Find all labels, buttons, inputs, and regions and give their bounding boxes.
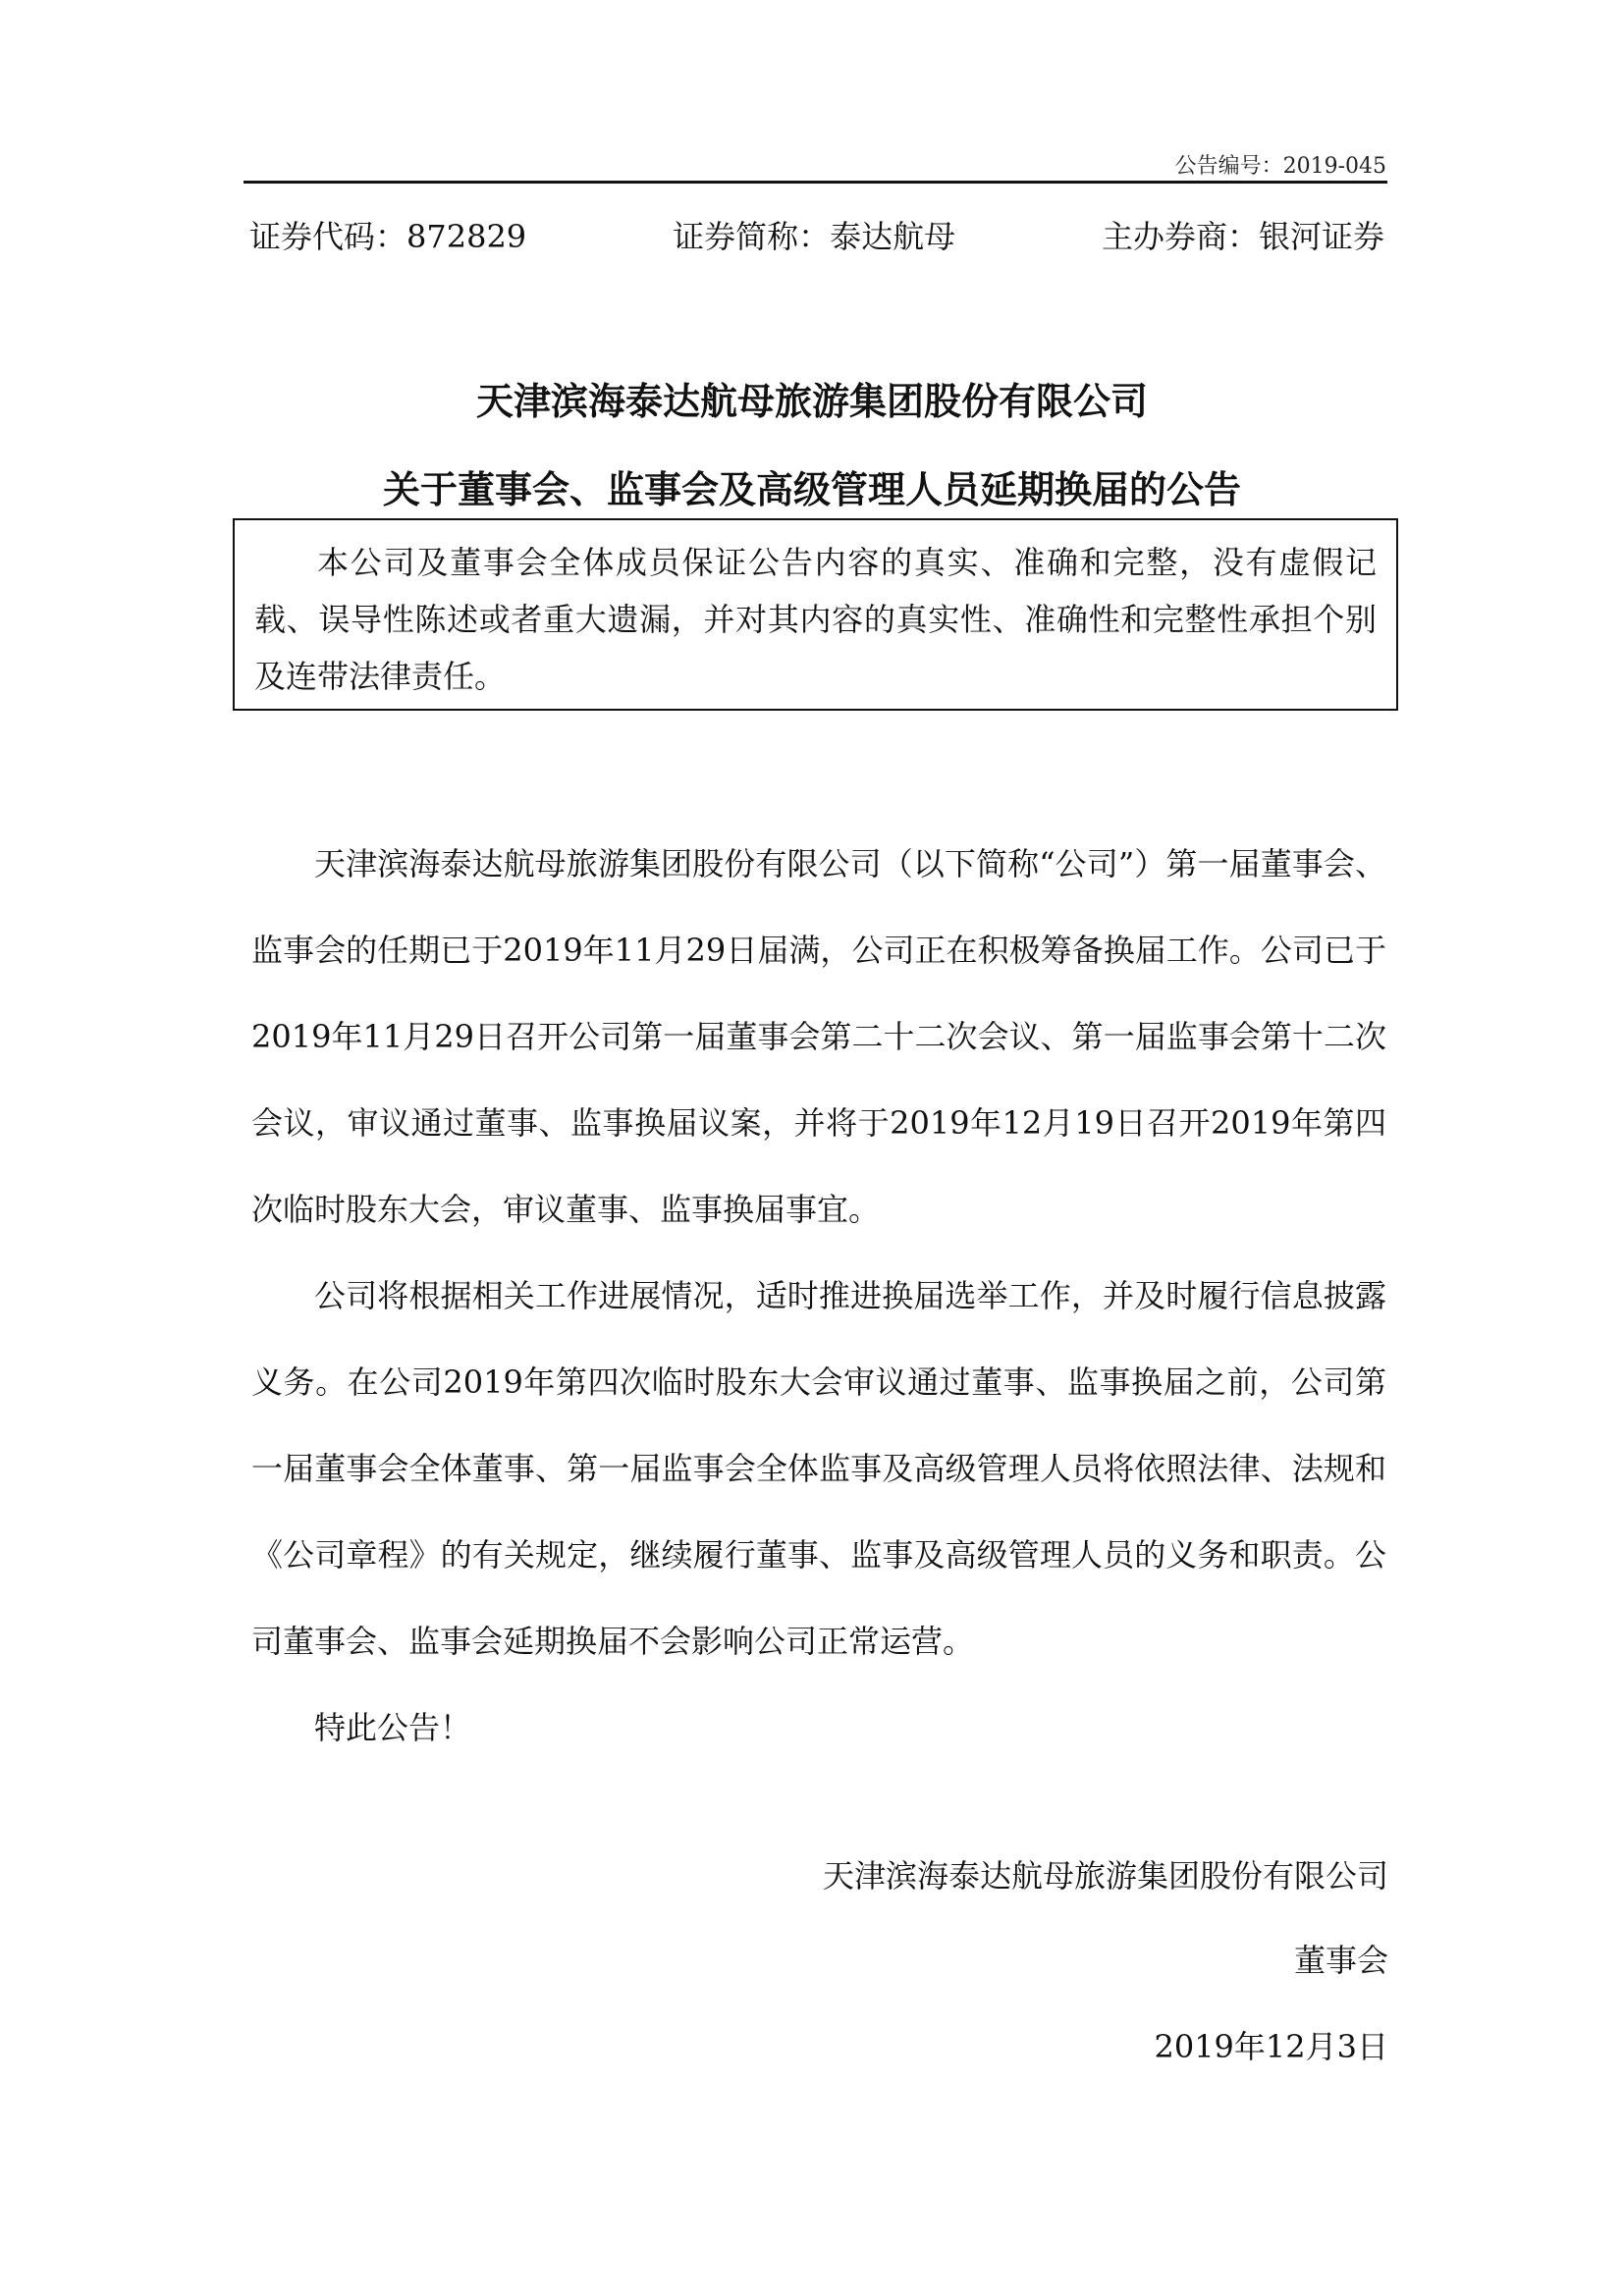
signature-board: 董事会 (1293, 1942, 1388, 1979)
responsibility-statement-box (233, 518, 1398, 711)
sponsor-broker: 主办券商：银河证券 (1101, 218, 1384, 255)
security-info-line (249, 212, 1384, 257)
responsibility-statement: 本公司及董事会全体成员保证公告内容的真实、准确和完整，没有虚假记载、误导性陈述或者重大遗漏，并对其内容的真实性、准确性和完整性承担个别及连带法律责任。 (254, 544, 1377, 695)
header-rule (244, 181, 1387, 184)
body-paragraph-1: 天津滨海泰达航母旅游集团股份有限公司（以下简称“公司”）第一届董事会、监事会的任期已于2019年11月29日届满，公司正在积极筹备换届工作。公司已于2019年11月29日召开公司第一届董事会第二十二次会议、第一届监事会第十二次会议，审议通过董事、监事换届议案，并将于2019年12月19日召开2019年第四次临时股东大会，审议董事、监事换届事宜。 (251, 845, 1386, 1228)
title-company: 天津滨海泰达航母旅游集团股份有限公司 (475, 380, 1148, 423)
signature-company: 天津滨海泰达航母旅游集团股份有限公司 (822, 1857, 1388, 1895)
signature-date: 2019年12月3日 (1154, 2028, 1388, 2065)
body-paragraph-2: 公司将根据相关工作进展情况，适时推进换届选举工作，并及时履行信息披露义务。在公司2019年第四次临时股东大会审议通过董事、监事换届之前，公司第一届董事会全体董事、第一届监事会全体监事及高级管理人员将依照法律、法规和《公司章程》的有关规定，继续履行董事、监事及高级管理人员的义务和职责。公司董事会、监事会延期换届不会影响公司正常运营。 (251, 1277, 1386, 1660)
security-abbreviation: 证券简称：泰达航母 (673, 218, 956, 255)
announcement-number: 公告编号：2019-045 (1174, 154, 1386, 179)
announcement-body (251, 821, 1386, 1771)
body-paragraph-3: 特此公告！ (314, 1709, 472, 1746)
title-subject: 关于董事会、监事会及高级管理人员延期换届的公告 (382, 468, 1241, 511)
security-code: 证券代码：872829 (249, 218, 527, 255)
